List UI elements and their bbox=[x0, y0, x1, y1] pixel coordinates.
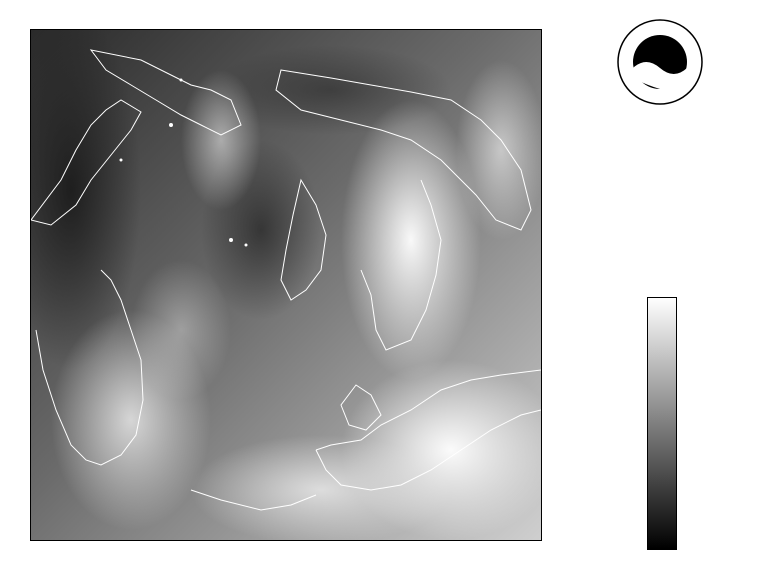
satellite-image[interactable] bbox=[30, 29, 542, 541]
satellite-map-svg bbox=[31, 30, 541, 540]
cloud-field-south bbox=[191, 435, 451, 540]
cloud-patch-central bbox=[131, 260, 231, 400]
noaa-logo bbox=[616, 18, 704, 106]
reflectance-colorbar bbox=[647, 297, 677, 550]
colorbar-ticks bbox=[677, 297, 777, 550]
cloud-streets-north bbox=[181, 70, 261, 210]
